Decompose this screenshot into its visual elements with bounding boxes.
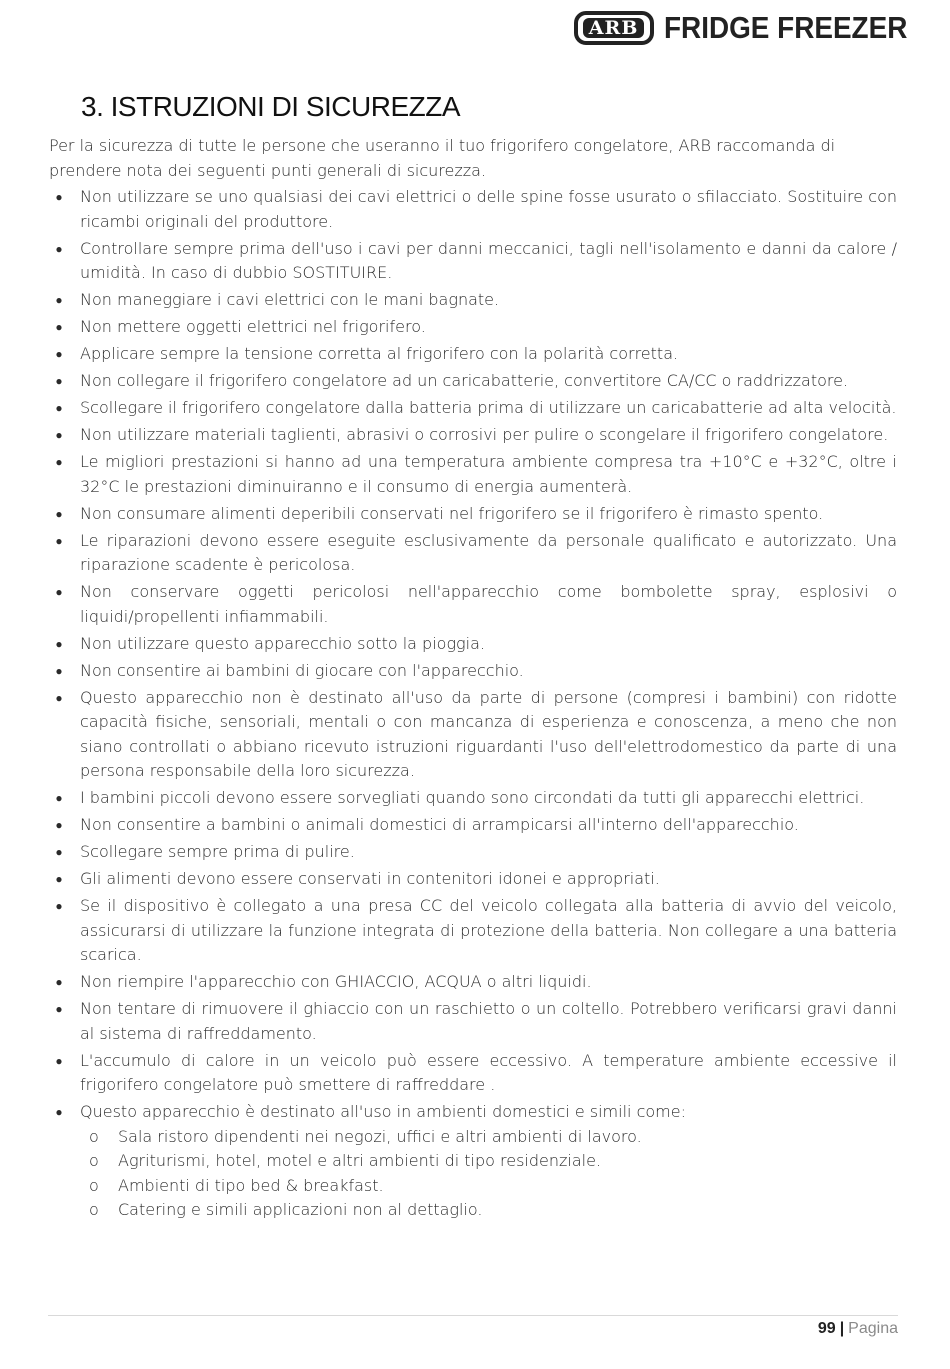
safety-rule-text: Scollegare il frigorifero congelatore dalla batteria prima di utilizzare un caricabatterie ad alta velocità. (80, 398, 897, 417)
safety-rule-item (49, 786, 897, 811)
safety-rule-item (49, 529, 897, 578)
bullet-icon: ● (55, 506, 63, 521)
bullet-icon: ● (55, 585, 63, 599)
environment-sub-item (80, 1174, 897, 1199)
sub-bullet-icon: o (89, 1151, 99, 1170)
page-header (574, 10, 934, 46)
bullet-icon: ● (55, 374, 63, 388)
safety-rule-item (49, 288, 897, 313)
safety-rule-item (49, 632, 897, 657)
bullet-icon: ● (55, 241, 63, 256)
safety-rule-text: Controllare sempre prima dell'uso i cavi per danni meccanici, tagli nell'isolamento e danni da calore / umidità. In caso di dubbio SOSTITUIRE. (80, 238, 897, 282)
safety-rule-item (49, 894, 897, 968)
bullet-icon: ● (55, 1105, 63, 1119)
bullet-icon: ● (55, 347, 63, 361)
safety-rule-item (49, 342, 897, 367)
safety-rule-text: Non consumare alimenti deperibili conservati nel frigorifero se il frigorifero è rimasto spento. (80, 503, 824, 523)
safety-rule-text: Applicare sempre la tensione corretta al frigorifero con la polarità corretta. (80, 344, 679, 363)
arb-logo-text: ARB (583, 18, 645, 38)
bullet-icon: ● (55, 1002, 63, 1016)
bullet-icon: ● (55, 818, 63, 832)
footer-divider (48, 1315, 898, 1316)
bullet-icon: ● (55, 533, 63, 548)
page-separator: | (839, 1320, 845, 1337)
sub-bullet-icon: o (89, 1175, 99, 1195)
safety-rule-text: Non consentire a bambini o animali domestici di arrampicarsi all'interno dell'apparecchio. (80, 815, 799, 834)
safety-rule-item (49, 185, 897, 234)
bullet-icon: ● (55, 690, 63, 705)
safety-rule-text: Se il dispositivo è collegato a una presa CC del veicolo collegata alla batteria di avvio del veicolo, assicurarsi di utilizzare la funzione integrata di protezione della batteria. Non collegare a una batteria scarica. (80, 896, 897, 964)
safety-rule-item (49, 580, 897, 629)
page-footer (818, 1320, 898, 1338)
safety-rule-text: Non mettere oggetti elettrici nel frigorifero. (80, 317, 426, 336)
environment-sub-item (80, 1198, 897, 1223)
sub-bullet-icon: o (89, 1126, 99, 1146)
safety-rule-item (49, 686, 897, 784)
safety-rule-text: Non utilizzare questo apparecchio sotto la pioggia. (80, 633, 485, 653)
bullet-icon: ● (55, 1053, 63, 1068)
bullet-icon: ● (55, 791, 63, 805)
safety-rule-text: Questo apparecchio non è destinato all'uso da parte di persone (compresi i bambini) con ridotte capacità fisiche, sensoriali, mentali o con mancanza di esperienza e conoscenza, a meno che non siano controllati o abbiano ricevuto istruzioni riguardanti l'uso dell'elettrodomestico da parte di una persona responsabile della loro sicurezza. (80, 687, 897, 780)
safety-rule-item (49, 813, 897, 838)
safety-rule-item (49, 315, 897, 340)
safety-rule-item (49, 502, 897, 527)
header-title: FRIDGE FREEZER (663, 10, 907, 45)
environment-sub-item-text: Sala ristoro dipendenti nei negozi, uffici e altri ambienti di lavoro. (118, 1126, 642, 1146)
safety-rule-text: Non utilizzare materiali taglienti, abrasivi o corrosivi per pulire o scongelare il frigorifero congelatore. (80, 425, 889, 444)
safety-rule-item (49, 423, 897, 448)
safety-rule-item (49, 1049, 897, 1098)
safety-rule-text: Non collegare il frigorifero congelatore ad un caricabatterie, convertitore CA/CC o raddrizzatore. (80, 371, 849, 390)
safety-rule-text: I bambini piccoli devono essere sorvegliati quando sono circondati da tutti gli apparecchi elettrici. (80, 788, 865, 807)
safety-rule-text: Non consentire ai bambini di giocare con l'apparecchio. (80, 660, 524, 680)
safety-rule-item (49, 1100, 897, 1223)
bullet-icon: ● (55, 190, 63, 204)
safety-rule-item (49, 970, 897, 995)
safety-rule-item (49, 237, 897, 286)
sub-bullet-icon: o (89, 1200, 99, 1219)
arb-logo (574, 11, 654, 45)
environment-sub-item-text: Catering e simili applicazioni non al dettaglio. (118, 1200, 483, 1219)
environment-sub-item-text: Ambienti di tipo bed & breakfast. (118, 1175, 384, 1195)
bullet-icon: ● (55, 293, 63, 307)
page-number: 99 (817, 1320, 836, 1337)
safety-rule-text: Non riempire l'apparecchio con GHIACCIO, ACQUA o altri liquidi. (80, 972, 592, 991)
safety-rule-text: L'accumulo di calore in un veicolo può essere eccessivo. A temperature ambiente eccessive il frigorifero congelatore può smettere di raffreddare . (80, 1050, 897, 1094)
bullet-icon: ● (55, 401, 63, 415)
environment-sub-item (80, 1149, 897, 1174)
bullet-icon: ● (55, 663, 63, 678)
environment-sublist (80, 1125, 897, 1223)
environment-sub-item (80, 1125, 897, 1150)
safety-rule-text: Questo apparecchio è destinato all'uso in ambienti domestici e simili come: (80, 1102, 686, 1121)
safety-rule-text: Le riparazioni devono essere eseguite esclusivamente da personale qualificato e autorizzato. Una riparazione scadente è pericolosa. (80, 530, 897, 574)
safety-rule-item (49, 396, 897, 421)
safety-rules-list (49, 185, 897, 1223)
document-body (49, 134, 897, 1225)
safety-rule-text: Non maneggiare i cavi elettrici con le mani bagnate. (80, 290, 500, 309)
section-title: 3. ISTRUZIONI DI SICUREZZA (81, 91, 461, 122)
safety-rule-text: Gli alimenti devono essere conservati in contenitori idonei e appropriati. (80, 869, 660, 888)
page-label: Pagina (848, 1320, 898, 1337)
bullet-icon: ● (55, 636, 63, 651)
safety-rule-item (49, 840, 897, 865)
bullet-icon: ● (55, 872, 63, 886)
environment-sub-item-text: Agriturismi, hotel, motel e altri ambienti di tipo residenziale. (118, 1151, 602, 1170)
safety-rule-item (49, 659, 897, 684)
safety-rule-item (49, 450, 897, 499)
safety-rule-text: Non utilizzare se uno qualsiasi dei cavi elettrici o delle spine fosse usurato o sfilacciato. Sostituire con ricambi originali del produttore. (80, 187, 897, 231)
safety-rule-item (49, 867, 897, 892)
bullet-icon: ● (55, 845, 63, 859)
intro-paragraph: Per la sicurezza di tutte le persone che useranno il tuo frigorifero congelatore, ARB raccomanda di prendere nota dei seguenti punti generali di sicurezza. (49, 136, 836, 180)
bullet-icon: ● (55, 320, 63, 334)
safety-rule-item (49, 997, 897, 1046)
bullet-icon: ● (55, 428, 63, 442)
safety-rule-text: Non tentare di rimuovere il ghiaccio con un raschietto o un coltello. Potrebbero verificarsi gravi danni al sistema di raffreddamento. (80, 999, 897, 1043)
safety-rule-text: Le migliori prestazioni si hanno ad una temperatura ambiente compresa tra +10°C e +32°C, oltre i 32°C le prestazioni diminuiranno e il consumo di energia aumenterà. (80, 452, 897, 496)
bullet-icon: ● (55, 455, 63, 469)
safety-rule-text: Scollegare sempre prima di pulire. (80, 842, 355, 861)
bullet-icon: ● (55, 975, 63, 989)
safety-rule-text: Non conservare oggetti pericolosi nell'apparecchio come bombolette spray, esplosivi o liquidi/propellenti infiammabili. (80, 582, 897, 626)
bullet-icon: ● (55, 899, 63, 913)
safety-rule-item (49, 369, 897, 394)
